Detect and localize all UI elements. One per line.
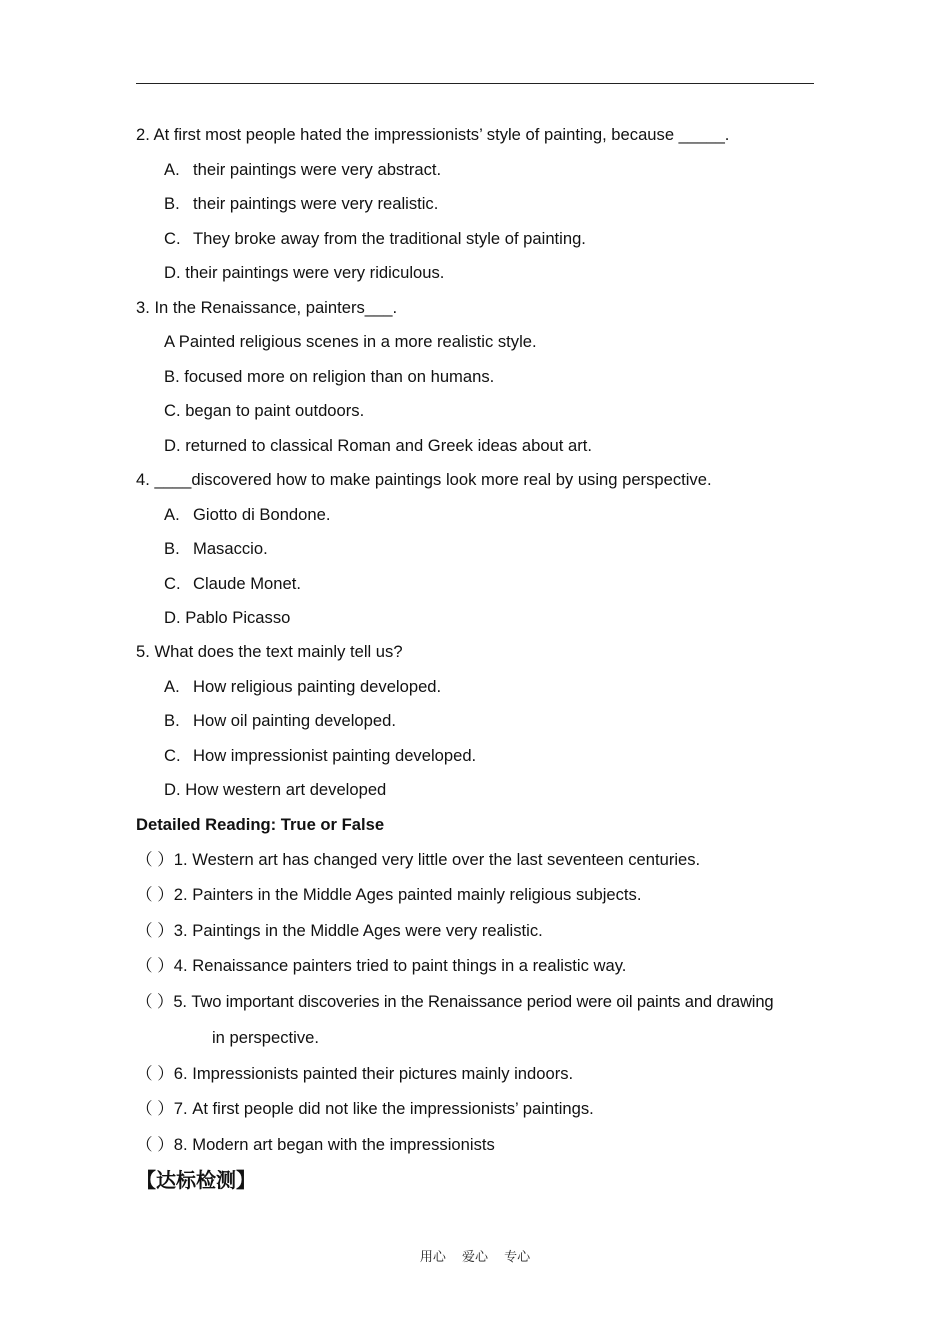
option-text: How impressionist painting developed. [193, 746, 477, 765]
option-label: C. [164, 229, 181, 248]
option-label: A. [164, 160, 180, 179]
option-text: How oil painting developed. [193, 711, 396, 730]
option-label: A. [164, 505, 180, 524]
question-5-option-a [164, 677, 441, 697]
option-label: B. [164, 194, 180, 213]
question-5-option-b [164, 711, 396, 731]
question-4-stem: 4. ____discovered how to make paintings look more real by using perspective. [136, 470, 712, 489]
true-false-item-2: （ ）2. Painters in the Middle Ages painted mainly religious subjects. [136, 885, 642, 904]
header-rule [136, 83, 814, 84]
true-false-item-8: （ ）8. Modern art began with the impressionists [136, 1135, 495, 1154]
true-false-item-5: （ ）5. Two important discoveries in the Renaissance period were oil paints and drawing [136, 992, 774, 1011]
true-false-item-4: （ ）4. Renaissance painters tried to paint things in a realistic way. [136, 956, 627, 975]
true-false-item-1: （ ）1. Western art has changed very little over the last seventeen centuries. [136, 850, 701, 869]
option-label: B. [164, 711, 180, 730]
question-3-stem: 3. In the Renaissance, painters___. [136, 298, 398, 317]
question-5-option-d: D. How western art developed [164, 780, 387, 799]
question-2-option-d: D. their paintings were very ridiculous. [164, 263, 445, 282]
option-text: They broke away from the traditional style of painting. [193, 229, 586, 248]
page-footer: 用心 爱心 专心 [419, 1250, 531, 1265]
true-false-item-6: （ ）6. Impressionists painted their pictures mainly indoors. [136, 1064, 574, 1083]
question-3-option-c: C. began to paint outdoors. [164, 401, 365, 420]
question-5-option-c [164, 746, 476, 766]
question-4-option-b [164, 539, 268, 559]
option-label: C. [164, 746, 181, 765]
option-label: A. [164, 677, 180, 696]
option-label: C. [164, 574, 181, 593]
question-2-option-a [164, 160, 441, 180]
question-4-option-a [164, 505, 330, 525]
option-text: Masaccio. [193, 539, 268, 558]
question-5-stem: 5. What does the text mainly tell us? [136, 642, 403, 661]
question-2-option-c [164, 229, 586, 249]
option-text: Claude Monet. [193, 574, 301, 593]
option-text: their paintings were very realistic. [193, 194, 439, 213]
question-4-option-c [164, 574, 301, 594]
question-3-option-a: A Painted religious scenes in a more realistic style. [164, 332, 537, 351]
question-4-option-d: D. Pablo Picasso [164, 608, 291, 627]
option-label: B. [164, 539, 180, 558]
question-3-option-d: D. returned to classical Roman and Greek ideas about art. [164, 436, 592, 455]
true-false-item-7: （ ）7. At first people did not like the impressionists’ paintings. [136, 1099, 594, 1118]
true-false-item-3: （ ）3. Paintings in the Middle Ages were very realistic. [136, 921, 543, 940]
option-text: their paintings were very abstract. [193, 160, 442, 179]
true-false-item-5-continuation: in perspective. [212, 1028, 319, 1047]
true-false-heading: Detailed Reading: True or False [136, 815, 385, 834]
option-text: Giotto di Bondone. [193, 505, 331, 524]
question-2-option-b [164, 194, 438, 214]
question-3-option-b: B. focused more on religion than on humans. [164, 367, 495, 386]
question-2-stem: 2. At first most people hated the impressionists’ style of painting, because _____. [136, 125, 730, 144]
option-text: How religious painting developed. [193, 677, 442, 696]
section-heading: 【达标检测】 [136, 1168, 256, 1192]
